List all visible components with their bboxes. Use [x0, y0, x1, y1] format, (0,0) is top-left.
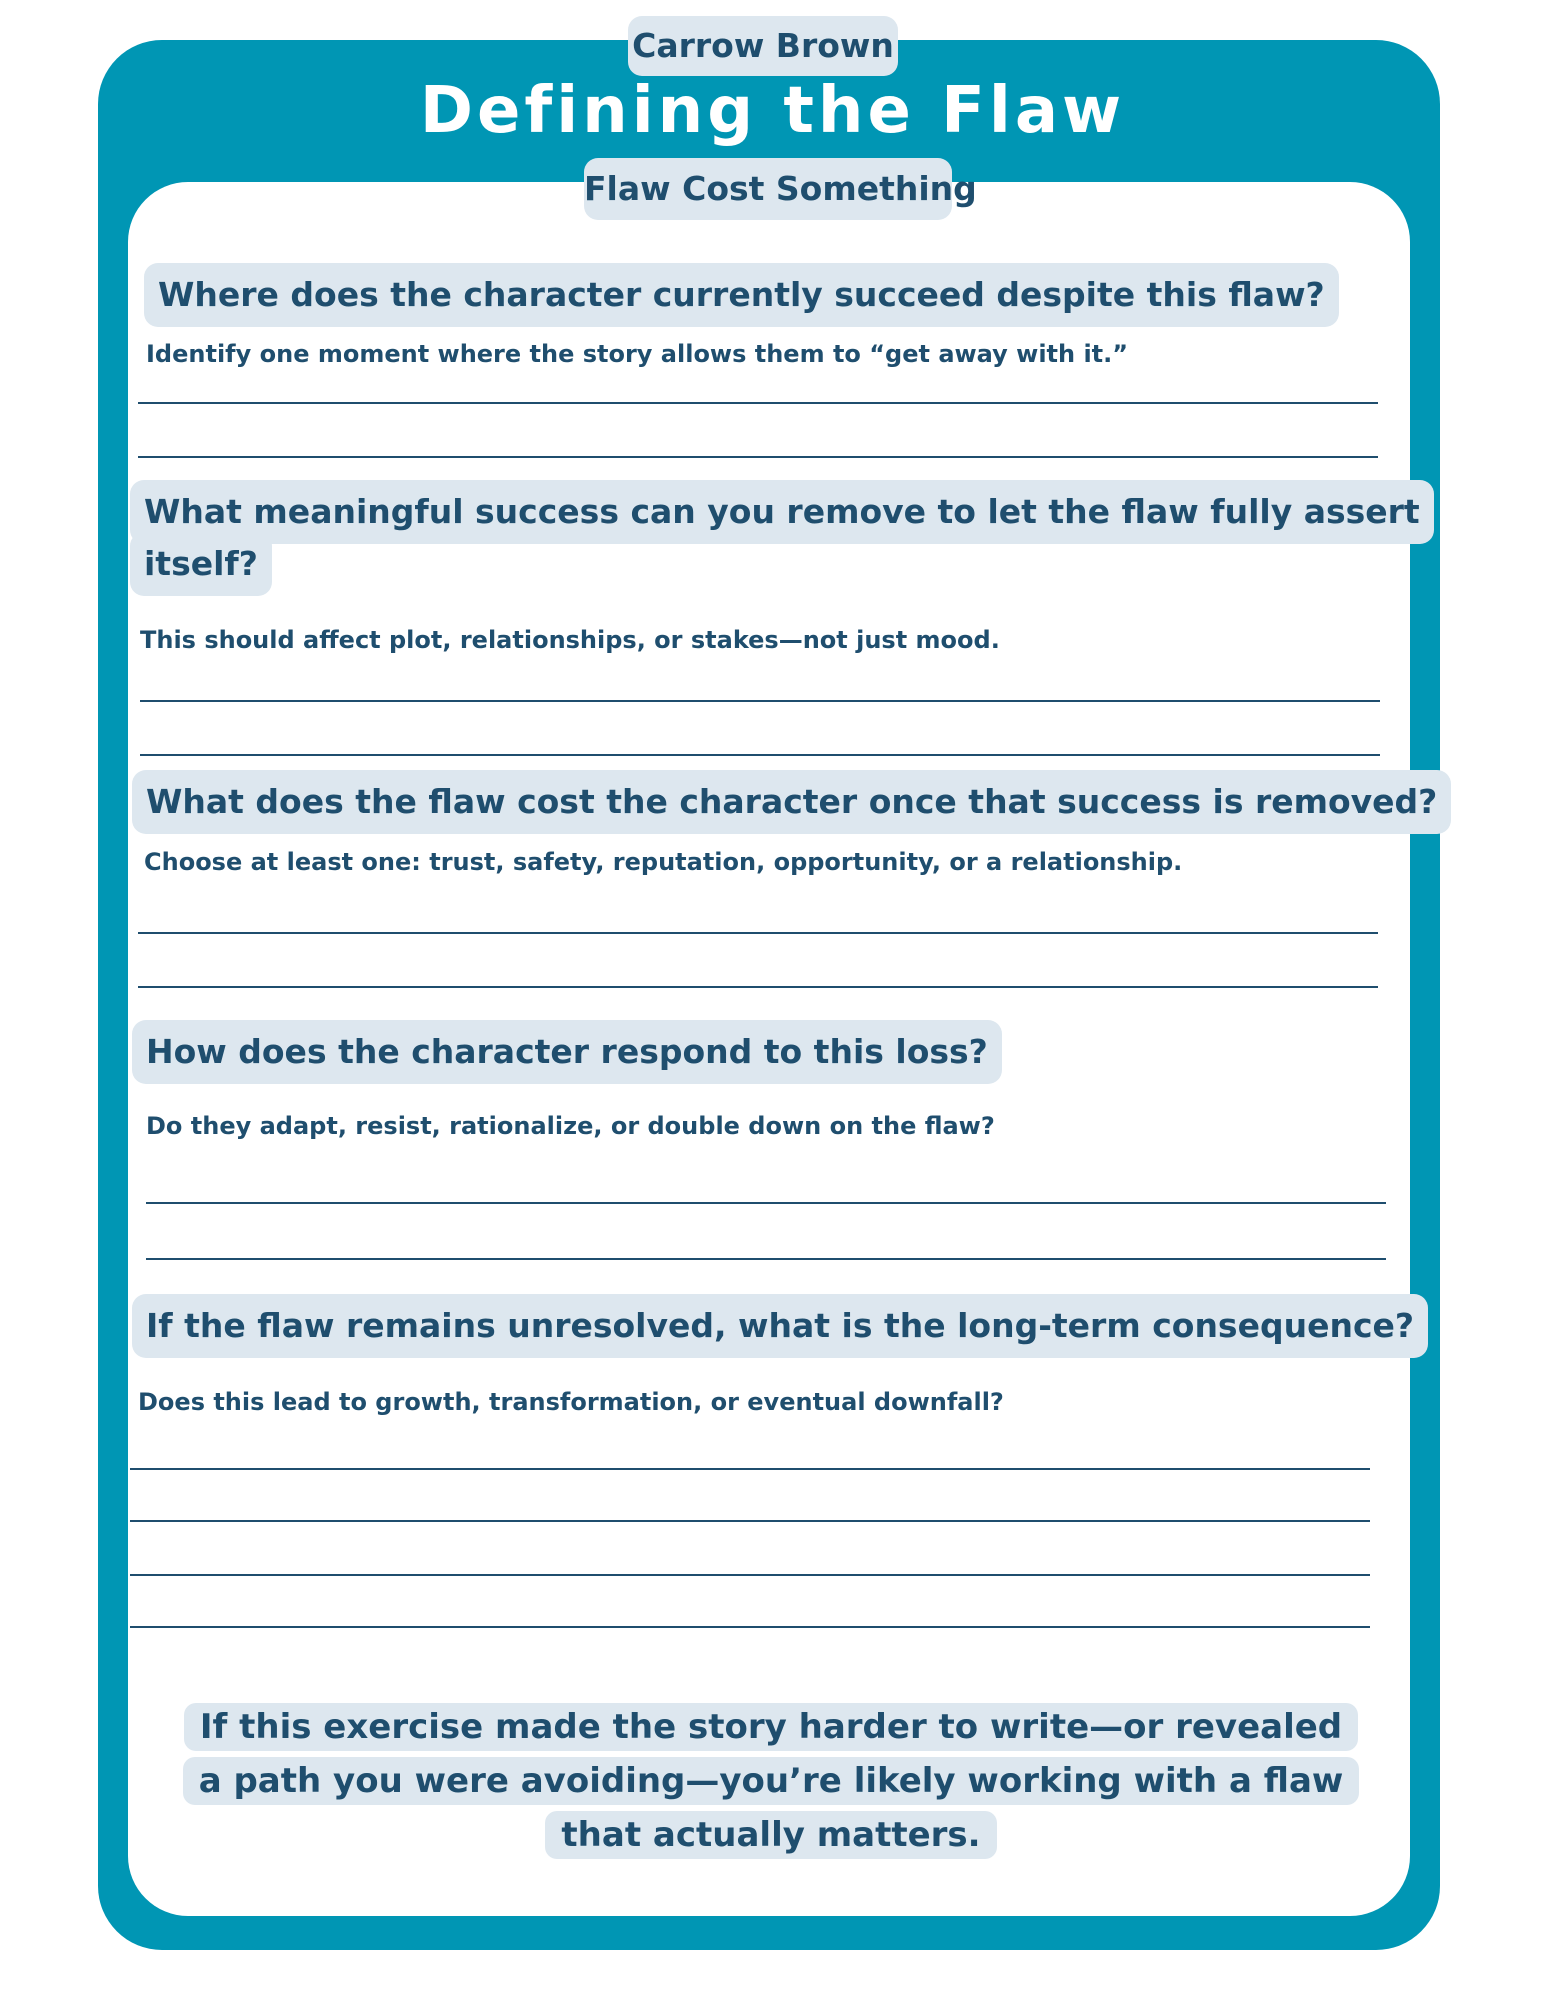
closing-note-text: If this exercise made the story harder to write—or revealed a path you were avoiding—you’re likely working with a flaw that actually matters. [183, 1703, 1360, 1859]
hint-3: Choose at least one: trust, safety, reputation, opportunity, or a relationship. [144, 848, 1183, 876]
question-5: If the flaw remains unresolved, what is the long-term consequence? [132, 1294, 1428, 1358]
hint-2: This should affect plot, relationships, or stakes—not just mood. [140, 626, 1000, 654]
answer-line-2a[interactable] [140, 700, 1380, 702]
question-1: Where does the character currently succeed despite this flaw? [144, 263, 1339, 327]
answer-line-5a[interactable] [130, 1468, 1370, 1470]
answer-line-1a[interactable] [138, 402, 1378, 404]
page-title: Defining the Flaw [419, 74, 1126, 148]
answer-line-5c[interactable] [130, 1574, 1370, 1576]
answer-line-2b[interactable] [140, 754, 1380, 756]
answer-line-3b[interactable] [138, 986, 1378, 988]
answer-line-4b[interactable] [146, 1258, 1386, 1260]
closing-note [176, 1700, 1366, 1862]
hint-5: Does this lead to growth, transformation, or eventual downfall? [138, 1388, 1004, 1416]
question-4: How does the character respond to this loss? [132, 1020, 1002, 1084]
question-2-line-1: What meaningful success can you remove to let the flaw fully assert [130, 480, 1434, 544]
author-name: Carrow Brown [628, 16, 898, 76]
hint-4: Do they adapt, resist, rationalize, or double down on the flaw? [146, 1112, 995, 1140]
question-3: What does the flaw cost the character once that success is removed? [132, 770, 1451, 834]
question-2-line-2: itself? [130, 532, 272, 596]
answer-line-5d[interactable] [130, 1626, 1370, 1628]
answer-line-4a[interactable] [146, 1202, 1386, 1204]
page-subtitle: Flaw Cost Something [584, 158, 952, 220]
answer-line-5b[interactable] [130, 1520, 1370, 1522]
answer-line-1b[interactable] [138, 456, 1378, 458]
hint-1: Identify one moment where the story allows them to “get away with it.” [146, 340, 1129, 368]
answer-line-3a[interactable] [138, 932, 1378, 934]
